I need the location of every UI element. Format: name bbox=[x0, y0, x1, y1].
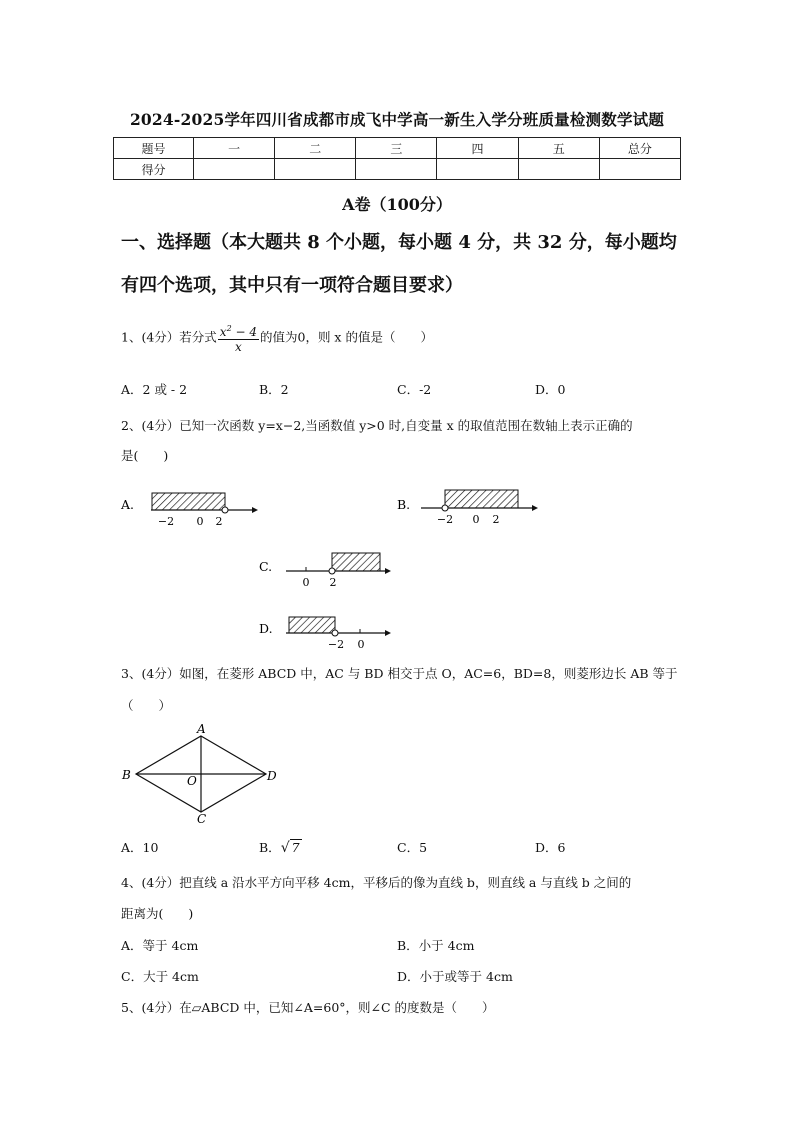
q2-numberline-b[interactable] bbox=[421, 490, 538, 526]
q2-option-a-letter[interactable]: A. bbox=[121, 497, 135, 512]
tick-label: 0 bbox=[472, 513, 480, 526]
q4-option-d[interactable]: D．小于或等于 4cm bbox=[397, 969, 513, 984]
q4-line2: 距离为( ) bbox=[121, 906, 194, 921]
q2-line1: 2、(4分）已知一次函数 y=x−2,当函数值 y>0 时,自变量 x 的取值范围在数轴上表示正确的 bbox=[121, 418, 633, 433]
header-cell: 总分 bbox=[599, 138, 680, 159]
q2-line2: 是( ) bbox=[121, 448, 169, 463]
q4-option-b[interactable]: B．小于 4cm bbox=[397, 938, 475, 953]
section-heading-line1: 一、选择题（本大题共 8 个小题，每小题 4 分，共 32 分，每小题均 bbox=[121, 232, 677, 253]
q1-suffix: 的值为0，则 x 的值是（ ） bbox=[260, 329, 433, 345]
q5-line1: 5、(4分）在▱ABCD 中，已知∠A=60°，则∠C 的度数是（ ） bbox=[121, 1000, 495, 1015]
tick-label: 2 bbox=[492, 513, 500, 526]
q3-option-b-letter: B． bbox=[259, 840, 281, 855]
sqrt-radicand: 7 bbox=[291, 840, 300, 855]
header-cell: 题号 bbox=[114, 138, 194, 159]
q3-line2: （ ） bbox=[121, 698, 172, 713]
header-cell: 一 bbox=[194, 138, 275, 159]
q3-rhombus-figure bbox=[115, 722, 295, 826]
q1-option-c[interactable]: C．-2 bbox=[397, 382, 432, 397]
q3-option-c[interactable]: C．5 bbox=[397, 840, 428, 855]
center-label-o: O bbox=[187, 774, 197, 788]
q1-num-rest: − 4 bbox=[231, 325, 257, 339]
header-cell: 三 bbox=[356, 138, 437, 159]
q1-prefix: 1、(4分）若分式 bbox=[121, 329, 217, 345]
tick-label: 0 bbox=[357, 638, 365, 651]
q2-option-d-letter[interactable]: D. bbox=[259, 621, 273, 636]
q1-num-exp: 2 bbox=[226, 324, 232, 333]
q4-option-a[interactable]: A．等于 4cm bbox=[121, 938, 199, 953]
vertex-label-d: D bbox=[267, 769, 277, 783]
q3-line1: 3、(4分）如图，在菱形 ABCD 中，AC 与 BD 相交于点 O，AC=6，BD=8，则菱形边长 AB 等于 bbox=[121, 666, 678, 681]
q2-numberline-d[interactable] bbox=[286, 617, 391, 651]
tick-label: −2 bbox=[157, 515, 175, 528]
q3-option-d[interactable]: D．6 bbox=[535, 840, 566, 855]
header-cell: 四 bbox=[437, 138, 518, 159]
q1-option-d[interactable]: D．0 bbox=[535, 382, 566, 397]
vertex-label-c: C bbox=[197, 812, 207, 826]
sqrt-symbol: √ bbox=[280, 840, 290, 856]
tick-label: 0 bbox=[196, 515, 204, 528]
row-label-cell: 得分 bbox=[114, 159, 194, 180]
q4-option-c[interactable]: C．大于 4cm bbox=[121, 969, 199, 984]
q2-option-b-letter[interactable]: B. bbox=[397, 497, 411, 512]
q4-line1: 4、(4分）把直线 a 沿水平方向平移 4cm，平移后的像为直线 b，则直线 a 与直线 b 之间的 bbox=[121, 875, 632, 890]
vertex-label-b: B bbox=[122, 768, 131, 782]
tick-label: 2 bbox=[329, 576, 337, 589]
header-cell: 二 bbox=[275, 138, 356, 159]
exam-title: 2024-2025学年四川省成都市成飞中学高一新生入学分班质量检测数学试题 bbox=[129, 110, 665, 129]
tick-label: −2 bbox=[327, 638, 345, 651]
q1-denominator: x bbox=[235, 340, 242, 354]
paper-section-title: A卷（100分） bbox=[342, 195, 452, 214]
q3-option-b[interactable] bbox=[259, 838, 302, 858]
q1-option-a[interactable]: A．2 或 - 2 bbox=[121, 382, 188, 397]
q2-numberline-c[interactable] bbox=[286, 553, 391, 589]
section-heading-line2: 有四个选项，其中只有一项符合题目要求） bbox=[121, 275, 463, 296]
q3-option-a[interactable]: A．10 bbox=[121, 840, 159, 855]
q1-num-base: x bbox=[219, 325, 227, 339]
q1-option-b[interactable]: B．2 bbox=[259, 382, 289, 397]
tick-label: 2 bbox=[215, 515, 223, 528]
q2-numberline-a[interactable] bbox=[151, 493, 258, 528]
vertex-label-a: A bbox=[197, 722, 206, 736]
tick-label: 0 bbox=[302, 576, 310, 589]
q2-option-c-letter[interactable]: C. bbox=[259, 559, 273, 574]
tick-label: −2 bbox=[436, 513, 454, 526]
header-cell: 五 bbox=[518, 138, 599, 159]
